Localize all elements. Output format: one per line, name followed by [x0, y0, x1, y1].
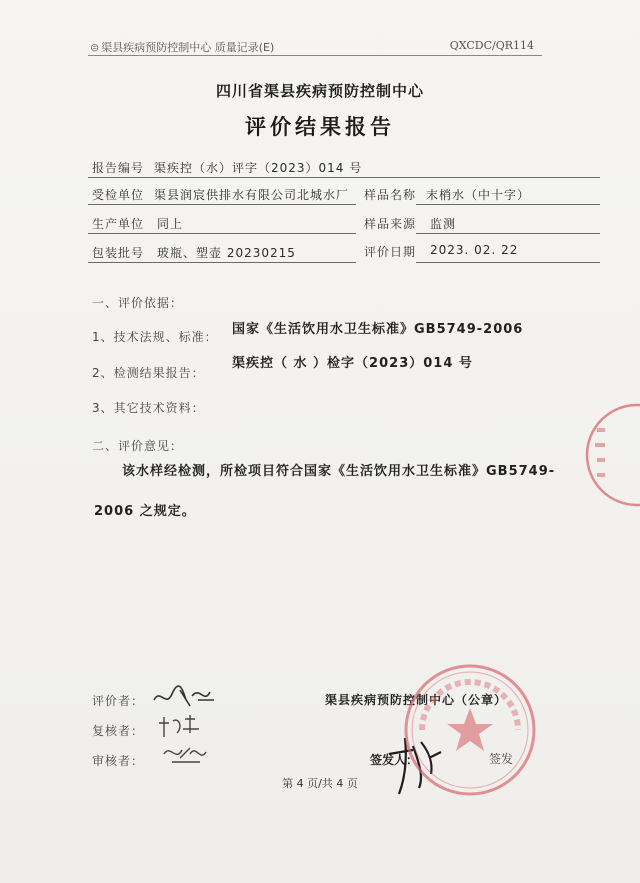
row-rule — [88, 262, 356, 263]
evaluator-label: 评价者： — [92, 694, 145, 708]
seam-stamp-icon — [575, 400, 640, 510]
header-left-text: 渠县疾病预防控制中心 质量记录(E) — [101, 41, 275, 54]
row-rule — [416, 233, 600, 234]
opinion-heading: 二、评价意见： — [92, 439, 184, 453]
auditor-signature — [160, 740, 210, 768]
row-rule — [88, 204, 356, 205]
reviewer-signature — [155, 713, 205, 741]
inspected-unit-label: 受检单位 — [92, 188, 145, 202]
issue-label: 签发 — [489, 752, 514, 766]
signer-label: 签发人： — [370, 753, 419, 767]
reviewer-label: 复核者： — [92, 724, 145, 738]
report-no-label: 报告编号 — [92, 161, 145, 175]
sample-name-value: 末梢水（中十字） — [426, 188, 531, 202]
row-rule — [88, 233, 356, 234]
evaluation-date-value: 2023. 02. 22 — [430, 243, 519, 257]
basis-item-value: 渠疾控（ 水 ）检字（2023）014 号 — [232, 356, 473, 371]
basis-item-label: 3、其它技术资料： — [92, 401, 205, 415]
header-left — [90, 39, 274, 55]
report-no-value: 渠疾控（水）评字（2023）014 号 — [154, 161, 363, 175]
document-code: QXCDC/QR114 — [449, 39, 534, 52]
basis-item-label: 2、检测结果报告： — [92, 366, 205, 380]
row-rule — [416, 204, 600, 205]
packaging-batch-label: 包装批号 — [92, 246, 145, 260]
row-rule — [88, 177, 600, 178]
org-logo-icon: ⊜ — [90, 41, 100, 54]
sample-name-label: 样品名称 — [364, 188, 417, 202]
basis-heading: 一、评价依据： — [92, 296, 184, 310]
row-rule — [416, 262, 600, 263]
header-rule — [88, 55, 542, 56]
basis-item-value: 国家《生活饮用水卫生标准》GB5749-2006 — [232, 322, 524, 337]
issuer-organization: 渠县疾病预防控制中心（公章） — [325, 693, 508, 707]
official-seal-icon — [400, 660, 540, 800]
report-title: 评价结果报告 — [245, 115, 395, 139]
producer-label: 生产单位 — [92, 217, 145, 231]
opinion-text — [94, 452, 574, 532]
opinion-paragraph: 该水样经检测，所检项目符合国家《生活饮用水卫生标准》GB5749-2006 之规定。 — [94, 464, 556, 519]
evaluator-signature — [150, 682, 220, 712]
organization-name: 四川省渠县疾病预防控制中心 — [215, 82, 424, 100]
sample-source-label: 样品来源 — [364, 217, 417, 231]
evaluation-date-label: 评价日期 — [364, 245, 417, 259]
basis-item-label: 1、技术法规、标准： — [92, 330, 218, 344]
auditor-label: 审核者： — [92, 754, 145, 768]
producer-value: 同上 — [157, 217, 184, 231]
packaging-batch-value: 玻瓶、塑壶 20230215 — [157, 246, 296, 260]
sample-source-value: 监测 — [430, 217, 457, 231]
inspected-unit-value: 渠县润宸供排水有限公司北城水厂 — [154, 188, 350, 202]
page-number: 第 4 页/共 4 页 — [282, 777, 358, 790]
